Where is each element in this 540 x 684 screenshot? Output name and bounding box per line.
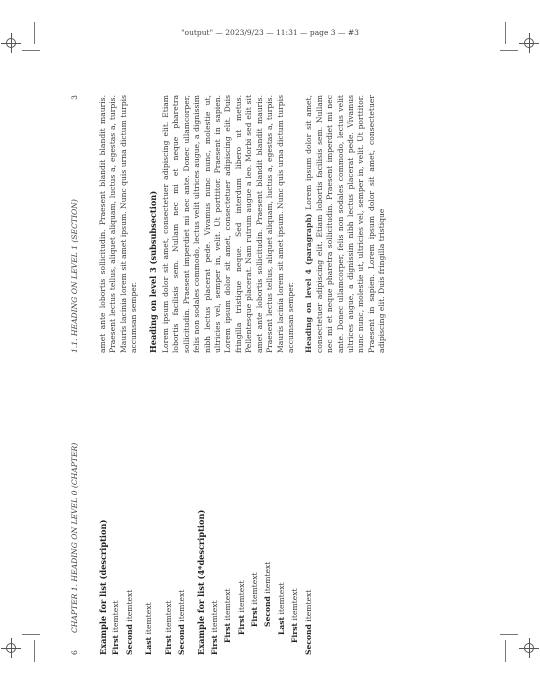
right-page-number: 3	[70, 95, 79, 100]
subsubsection-heading: Heading on level 3 (subsubsection)	[147, 190, 158, 353]
left-column	[98, 397, 317, 655]
crop-mark	[500, 50, 518, 51]
list-item: First itemtext	[290, 588, 300, 643]
list-item: Second itemtext	[263, 561, 273, 627]
rotated-page-content	[70, 95, 480, 655]
crop-mark	[22, 50, 40, 51]
list-item: Last itemtext	[276, 582, 286, 635]
crop-mark	[505, 640, 506, 662]
page-header: "output" — 2023/9/23 — 11:31 — page 3 — #3	[181, 28, 359, 37]
crop-mark	[22, 634, 40, 635]
crop-mark	[500, 634, 518, 635]
list-item: First itemtext	[223, 588, 233, 643]
list-item: Second itemtext	[124, 589, 134, 655]
crop-mark	[34, 640, 35, 662]
list-item: Last itemtext	[144, 602, 154, 655]
paragraph-with-heading	[304, 95, 387, 353]
list-item: First itemtext	[209, 600, 219, 655]
list-item: Second itemtext	[303, 589, 313, 655]
paragraph: Lorem ipsum dolor sit amet, consectetuer adipiscing elit. Etiam lobortis facilisis sem. Nullam nec mi et neque pharetra sollicitudin. Praesent imperdiet mi nec ante. Donec ullamcorper, felis non sodales commodo, lectus velit ultrices augue, a dignissim nibh lectus placerat pede. Vivamus nunc nunc, molestie ut, ultricies vel, semper in, velit. Ut porttitor. Praesent in sapien. Lorem ipsum dolor sit amet, consectetuer adipiscing elit. Duis fringilla tristique neque. Sed interdum libero ut metus. Pellentesque placerat. Nam rutrum augue a leo. Morbi sed elit sit amet ante lobortis sollicitudin. Praesent blandit blandit mauris. Praesent lectus tellus, aliquet aliquam, luctus a, egestas a, turpis. Mauris lacinia lorem sit amet ipsum. Nunc quis urna dictum turpis accumsan semper.	[161, 95, 295, 353]
list-heading-4-description: Example for list (4*description)	[196, 509, 207, 655]
running-head	[70, 95, 82, 655]
paragraph: amet ante lobortis sollicitudin. Praesent blandit blandit mauris. Praesent lectus tellus, aliquet aliquam, luctus a, egestas a, turpis. Mauris lacinia lorem sit amet ipsum. Nunc quis urna dictum turpis accumsan semper.	[98, 95, 139, 353]
registration-mark-bottom-left	[4, 641, 18, 655]
paragraph-heading: Heading on level 4 (paragraph)	[304, 213, 314, 353]
left-running-title: CHAPTER 1. HEADING ON LEVEL 0 (CHAPTER)	[70, 442, 79, 633]
list-item: First itemtext	[250, 572, 260, 627]
left-page-number: 6	[70, 650, 79, 655]
list-item: First itemtext	[163, 600, 173, 655]
list-item: First itemtext	[111, 600, 121, 655]
paragraph-text: Lorem ipsum dolor sit amet, consectetuer adipiscing elit. Etiam lobortis facilisis sem. Nullam nec mi et neque pharetra sollicitudin. Praesent imperdiet mi nec ante. Donec ullamcorper, felis non sodales commodo, lectus velit ultrices augue, a dignissim nibh lectus placerat pede. Vivamus nunc nunc, molestie ut, ultricies vel, semper in, velit. Ut porttitor. Praesent in sapien. Lorem ipsum dolor sit amet, consectetuer adipiscing elit. Duis fringilla tristique	[304, 95, 387, 353]
registration-mark-top-right	[522, 36, 536, 50]
crop-mark	[34, 22, 35, 44]
list-item: Second itemtext	[177, 589, 187, 655]
registration-mark-top-left	[4, 36, 18, 50]
list-item: First itemtext	[236, 580, 246, 635]
right-column	[98, 95, 394, 353]
list-heading-description: Example for list (description)	[98, 519, 108, 655]
right-running-title: 1.1. HEADING ON LEVEL 1 (SECTION)	[70, 199, 79, 353]
registration-mark-bottom-right	[522, 641, 536, 655]
crop-mark	[505, 22, 506, 44]
